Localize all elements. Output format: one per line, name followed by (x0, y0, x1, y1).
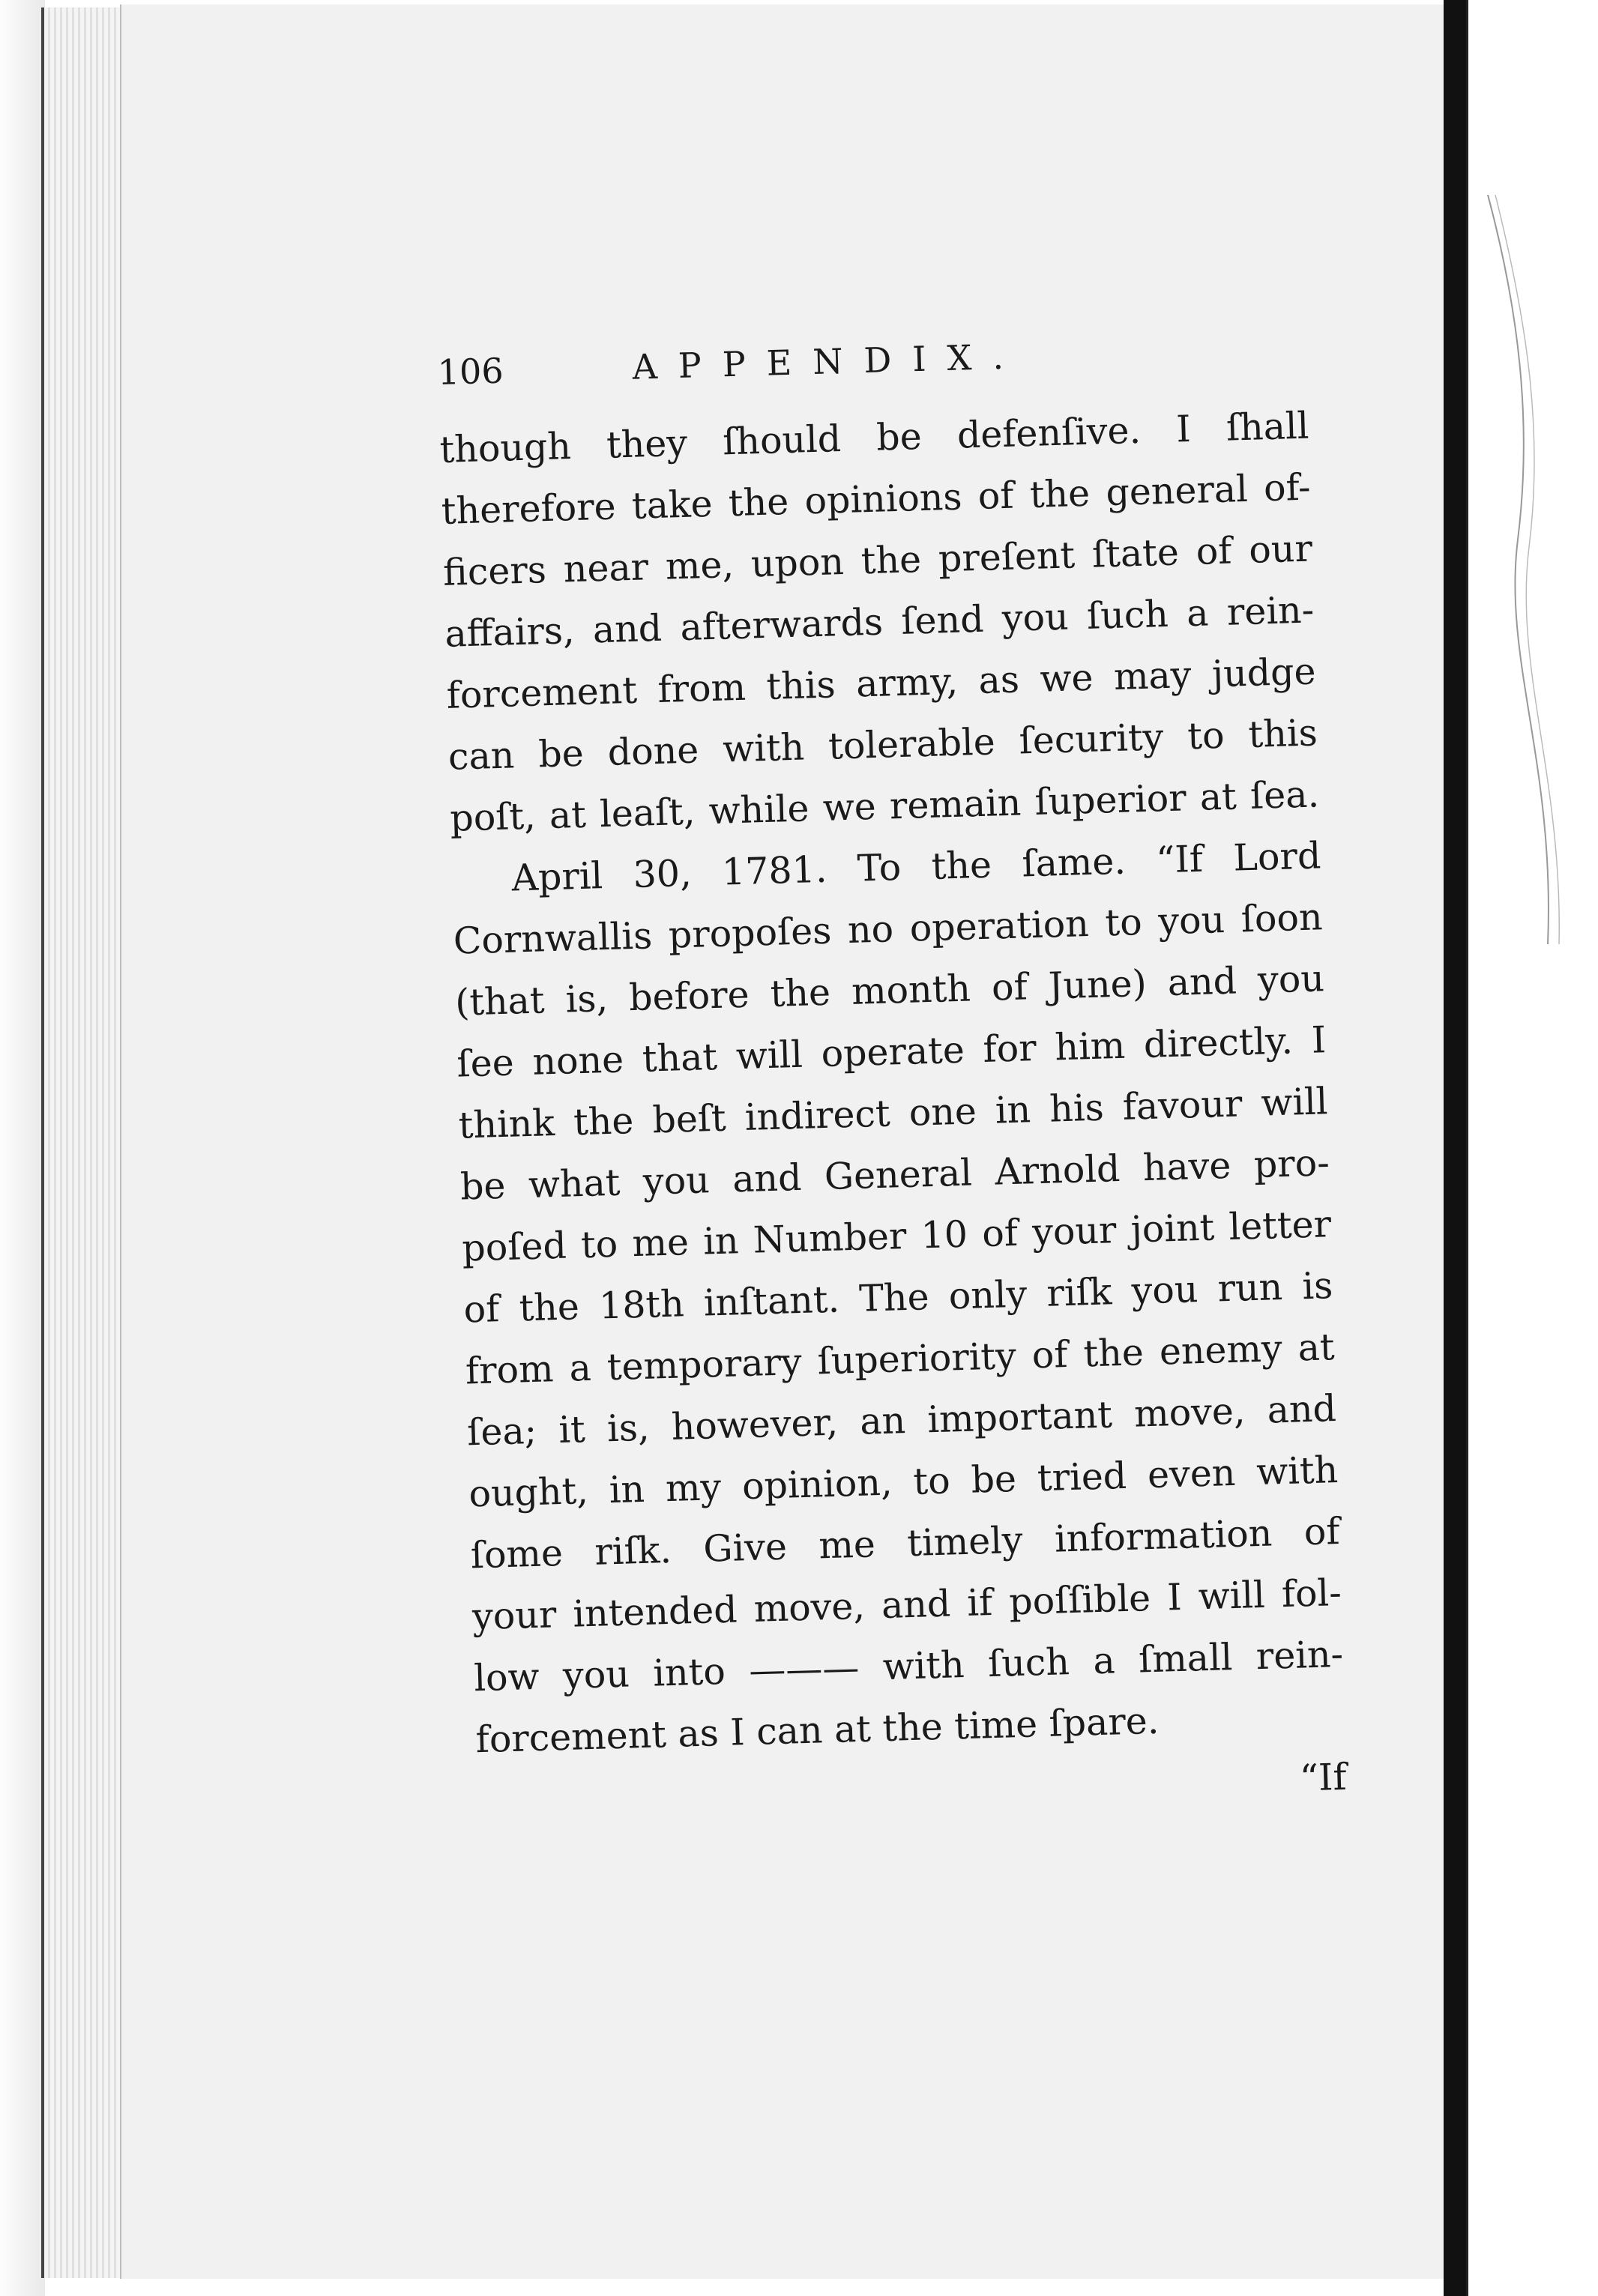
text-line: therefore take the opinions of the general of- (441, 465, 1312, 533)
text-line: though they ſhould be defenſive. I ſhall (438, 404, 1309, 471)
text-line: forcement from this army, as we may judge (446, 650, 1317, 717)
facing-page-curve (1473, 195, 1578, 944)
text-line: (that is, before the month of June) and you (454, 957, 1325, 1024)
book-spine (1444, 0, 1466, 2296)
page-number: 106 (437, 350, 504, 393)
text-line: affairs, and afterwards ſend you ſuch a rein- (444, 588, 1315, 656)
text-line: low you into ——— with ſuch a ſmall rein- (473, 1632, 1344, 1700)
text-line-last: forcement as I can at the time ſpare. (474, 1699, 1160, 1762)
text-block (437, 328, 1348, 1833)
text-line: be what you and General Arnold have pro- (459, 1141, 1330, 1209)
text-line: Cornwallis propoſes no operation to you ſoon (453, 895, 1324, 963)
text-line: of the 18th inſtant. The only riſk you run is (462, 1264, 1334, 1332)
catchword: “If (1299, 1755, 1348, 1800)
text-line: ſee none that will operate for him directly. I (456, 1018, 1327, 1086)
text-line: poſed to me in Number 10 of your joint letter (461, 1203, 1332, 1270)
running-head: APPENDIX. (631, 336, 1025, 387)
text-line: ſome riſk. Give me timely information of (470, 1509, 1341, 1577)
text-line: from a temporary ſuperiority of the enemy at (465, 1326, 1336, 1393)
text-line: can be done with tolerable ſecurity to this (447, 711, 1318, 779)
left-scan-margin (0, 0, 45, 2296)
text-line: ſea; it is, however, an important move, and (466, 1387, 1337, 1454)
text-line: ficers near me, upon the preſent ſtate of our (442, 527, 1313, 594)
text-line: ought, in my opinion, to be tried even with (468, 1448, 1339, 1516)
text-line: poſt, at leaſt, while we remain ſuperior at ſea. (449, 773, 1320, 840)
text-line: think the beſt indirect one in his favour will (458, 1080, 1329, 1147)
paragraph-start-line: April 30, 1781. To the ſame. “If Lord (510, 834, 1322, 900)
text-line: your intended move, and if poſſible I will fol- (471, 1571, 1342, 1639)
